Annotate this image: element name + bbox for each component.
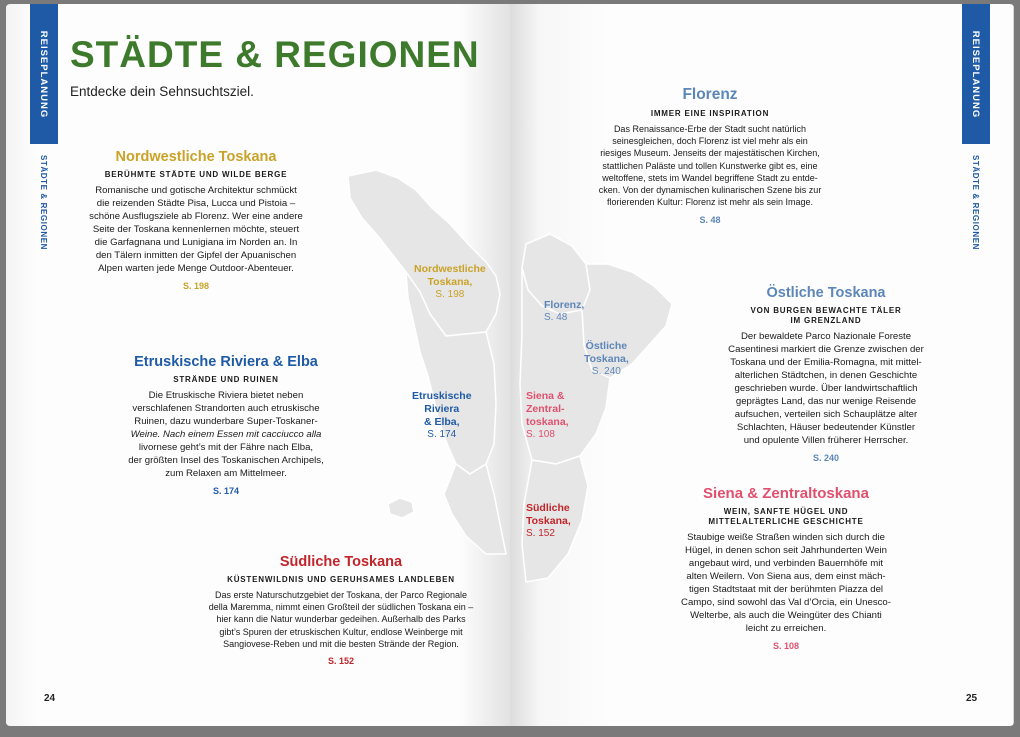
page-reference: S. 198 (182, 281, 210, 292)
section-heading: Siena & Zentraltoskana (703, 485, 869, 502)
section-heading: Östliche Toskana (766, 285, 886, 301)
section-subheading: STRÄNDE UND RUINEN (173, 375, 279, 384)
section-heading: Nordwestliche Toskana (115, 149, 277, 165)
section-text: Der bewaldete Parco Nazionale Foreste Casentinesi markiert die Grenze zwischen der Toskana und der Emilia-Romagna, mit mittel- alterlichen Städtchen, in denen Geschichte geschrieben wurde. Über landwirtschaftlich geprägtes Land, das nur wenige Reisende aufsuchen, verteilen sich Schauplätze alter Schlachten, Häuser bedeutender Künstler und opulente Villen früherer Herrscher. (728, 331, 924, 447)
section-subheading: BERÜHMTE STÄDTE UND WILDE BERGE (104, 170, 288, 179)
section-text: Das erste Naturschutzgebiet der Toskana, der Parco Regionale della Maremma, nimmt einen Großteil der südlichen Toskana ein – hier kann die Natur wunderbar gedeihen. Außerhalb des Parks gibt’s Spuren der etruskischen Kultur, endlose Weinberge mit Sangiovese-Reben und mit die besten Strände der Region. (208, 590, 474, 649)
page-number: 24 (44, 693, 56, 704)
section-ost (706, 285, 946, 463)
page-lead: Entdecke dein Sehnsuchtsziel. (70, 84, 254, 99)
map-region-sued-left (444, 464, 506, 554)
page-title: STÄDTE & REGIONEN (70, 34, 480, 75)
page-reference: S. 48 (699, 214, 721, 225)
page-reference: S. 174 (212, 486, 240, 497)
section-heading: Südliche Toskana (279, 554, 403, 570)
section-subheading: KÜSTENWILDNIS UND GERUHSAMES LANDLEBEN (227, 575, 455, 584)
section-text: Staubige weiße Straßen winden sich durch die Hügel, in denen schon seit Jahrhunderten Wein angebaut wird, und verbinden Bauernhöfe mit alten Weilern. Von Siena aus, dem einst mäch- tigen Stadtstaat mit der berühmten Piazza del Campo, sind sowohl das Val d’Orcia, ein Unesco- Welterbe, als auch die Weingüter des Chianti leicht zu erreichen. (681, 532, 891, 635)
map-label-florenz: Florenz, S. 48 (544, 299, 585, 324)
section-heading: Florenz (682, 86, 738, 103)
chapter-tab-label: REISEPLANUNG (38, 30, 50, 118)
chapter-tab (30, 4, 58, 144)
section-etrusk (106, 354, 346, 496)
page-reference: S. 108 (772, 641, 800, 652)
section-text: Romanische und gotische Architektur schmückt die reizenden Städte Pisa, Lucca und Pistoia – schöne Ausflugsziele ab Florenz. Wer eine andere Seite der Toskana kennenlernen möchte, steuert die Garfagnana und Lunigiana im Norden an. In den Tälern inmitten der Gipfel der Apuanischen Alpen warten jede Menge Outdoor-Abenteuer. (89, 185, 303, 275)
section-tab (962, 152, 990, 252)
open-book (6, 4, 1014, 732)
section-text: Die Etruskische Riviera bietet neben verschlafenen Strandorten auch etruskische Ruinen, dazu wunderbare Super-Toskaner- Weine. Nach einem Essen mit cacciucco alla livornese geht’s mit der Fähre nach Elba, der größten Insel des Toskanischen Archipels, zum Relaxen am Mittelmeer. (128, 390, 324, 480)
section-subheading: WEIN, SANFTE HÜGEL UND MITTELALTERLICHE GESCHICHTE (708, 507, 864, 526)
map-label-ost: Östliche Toskana, S. 240 (584, 340, 629, 378)
section-subheading: VON BURGEN BEWACHTE TÄLER IM GRENZLAND (750, 306, 902, 325)
map-label-sued: Südliche Toskana, S. 152 (526, 502, 571, 540)
map-label-etrusk: Etruskische Riviera & Elba, S. 174 (412, 390, 472, 441)
chapter-tab (962, 4, 990, 144)
map-island-elba (388, 498, 414, 518)
page-reference: S. 240 (812, 453, 840, 464)
section-tab (30, 152, 58, 252)
page-reference: S. 152 (327, 656, 355, 667)
section-heading: Etruskische Riviera & Elba (134, 354, 318, 370)
page-number: 25 (966, 693, 978, 704)
section-subheading: IMMER EINE INSPIRATION (650, 109, 770, 118)
chapter-tab-label: REISEPLANUNG (970, 30, 982, 118)
section-tab-label: STÄDTE & REGIONEN (971, 154, 981, 250)
section-text: Das Renaissance-Erbe der Stadt sucht natürlich seinesgleichen, doch Florenz ist viel mehr als ein riesiges Museum. Jenseits der majestätischen Kirchen, stattlichen Paläste und tollen Kunstwerke gibt es, eine weltoffene, stets im Wandel begriffene Stadt zu entde- cken. Von der dynamischen kulinarischen Szene bis zur florierenden Kultur: Florenz ist mehr als sein Image. (598, 124, 822, 208)
map-label-nordwest: Nordwestliche Toskana, S. 198 (414, 263, 486, 301)
tuscany-map (336, 164, 706, 594)
section-tab-label: STÄDTE & REGIONEN (39, 154, 49, 250)
section-nordwest (76, 149, 316, 291)
map-label-siena: Siena & Zentral- toskana, S. 108 (526, 390, 569, 441)
